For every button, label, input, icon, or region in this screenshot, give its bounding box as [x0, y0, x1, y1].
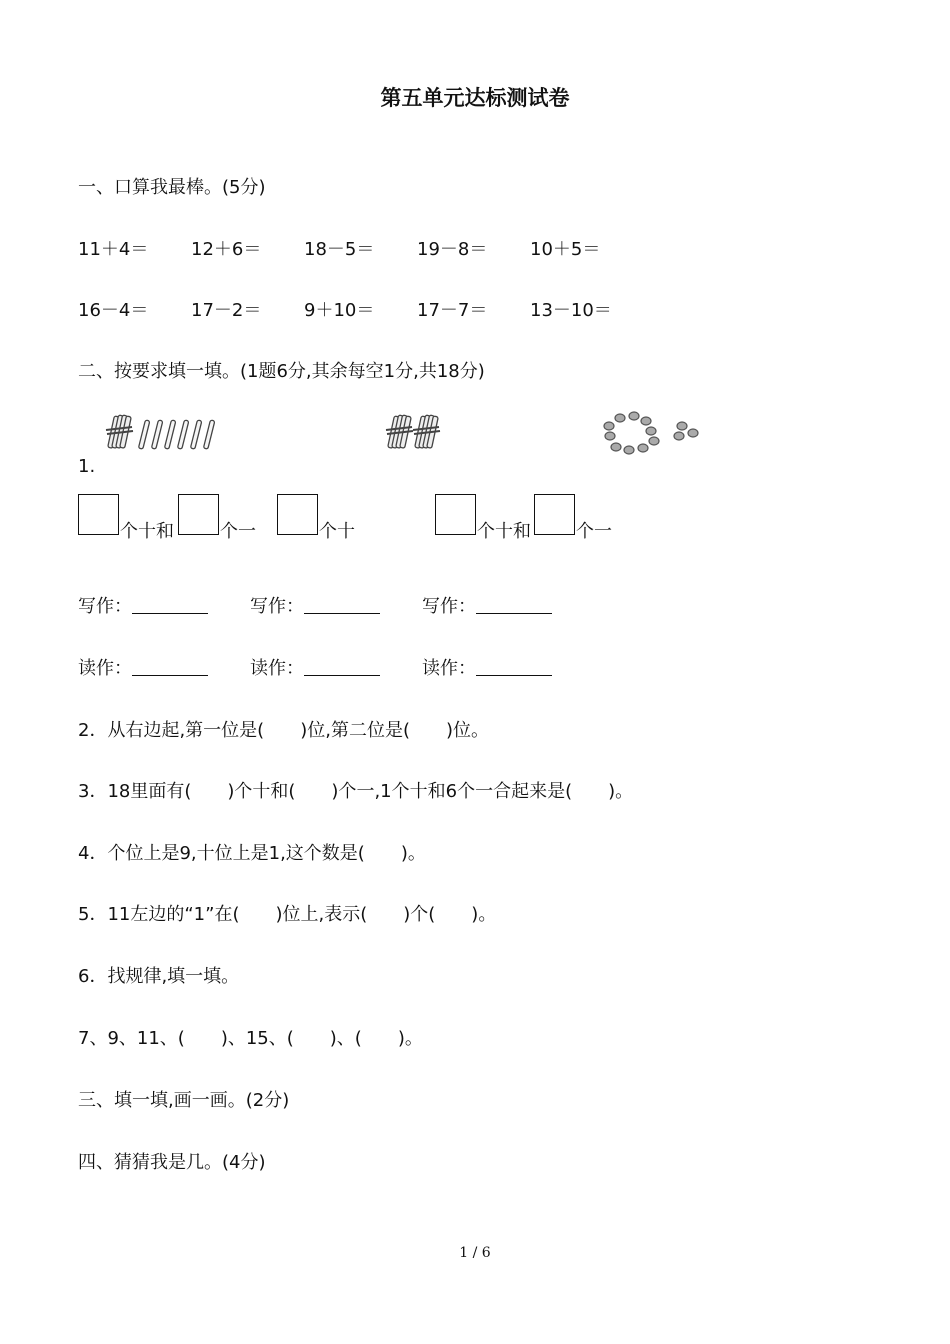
- answer-box[interactable]: [534, 494, 575, 535]
- question-6-sequence: 7、9、11、( )、15、( )、( )。: [78, 1028, 423, 1049]
- question-6: 6．找规律,填一填。: [78, 966, 240, 987]
- read-field[interactable]: [250, 657, 380, 681]
- write-label: 写作：: [250, 596, 304, 617]
- read-blank[interactable]: [304, 657, 380, 676]
- question-4: 4．个位上是9,十位上是1,这个数是( )。: [78, 843, 426, 864]
- question-5: 5．11左边的“1”在( )位上,表示( )个( )。: [78, 904, 497, 925]
- calc-item: 17－7＝: [417, 300, 488, 321]
- read-field[interactable]: [78, 657, 208, 681]
- write-field[interactable]: [422, 595, 552, 619]
- calc-item: 9＋10＝: [304, 300, 375, 321]
- write-label: 写作：: [78, 596, 132, 617]
- unit-label: 个一: [220, 521, 256, 542]
- question-1-number: 1.: [78, 456, 96, 477]
- page-number: 1 / 6: [459, 1245, 491, 1261]
- unit-label: 个十: [319, 521, 355, 542]
- beads-illustration: [600, 410, 704, 458]
- read-blank[interactable]: [476, 657, 552, 676]
- write-blank[interactable]: [476, 595, 552, 614]
- write-field[interactable]: [250, 595, 380, 619]
- section-1-heading: 一、口算我最棒。(5分): [78, 177, 266, 198]
- calc-item: 17－2＝: [191, 300, 262, 321]
- section-4-heading: 四、猜猜我是几。(4分): [78, 1152, 266, 1173]
- write-blank[interactable]: [132, 595, 208, 614]
- write-label: 写作：: [422, 596, 476, 617]
- read-field[interactable]: [422, 657, 552, 681]
- read-label: 读作：: [78, 658, 132, 679]
- calc-item: 16－4＝: [78, 300, 149, 321]
- answer-box[interactable]: [277, 494, 318, 535]
- section-2-heading: 二、按要求填一填。(1题6分,其余每空1分,共18分): [78, 361, 485, 382]
- two-bundles-illustration: [384, 412, 444, 454]
- read-blank[interactable]: [132, 657, 208, 676]
- question-3: 3．18里面有( )个十和( )个一,1个十和6个一合起来是( )。: [78, 781, 634, 802]
- read-label: 读作：: [250, 658, 304, 679]
- answer-box[interactable]: [178, 494, 219, 535]
- calc-item: 11＋4＝: [78, 239, 149, 260]
- read-label: 读作：: [422, 658, 476, 679]
- section-3-heading: 三、填一填,画一画。(2分): [78, 1090, 290, 1111]
- calc-item: 13－10＝: [530, 300, 612, 321]
- unit-label: 个十和: [120, 521, 174, 542]
- page-title: 第五单元达标测试卷: [380, 86, 570, 110]
- write-field[interactable]: [78, 595, 208, 619]
- answer-box[interactable]: [78, 494, 119, 535]
- write-blank[interactable]: [304, 595, 380, 614]
- question-2: 2．从右边起,第一位是( )位,第二位是( )位。: [78, 720, 489, 741]
- answer-box[interactable]: [435, 494, 476, 535]
- unit-label: 个一: [576, 521, 612, 542]
- calc-item: 12＋6＝: [191, 239, 262, 260]
- calc-item: 19－8＝: [417, 239, 488, 260]
- unit-label: 个十和: [477, 521, 531, 542]
- calc-item: 18－5＝: [304, 239, 375, 260]
- calc-item: 10＋5＝: [530, 239, 601, 260]
- sticks-bundle-illustration: [104, 412, 220, 454]
